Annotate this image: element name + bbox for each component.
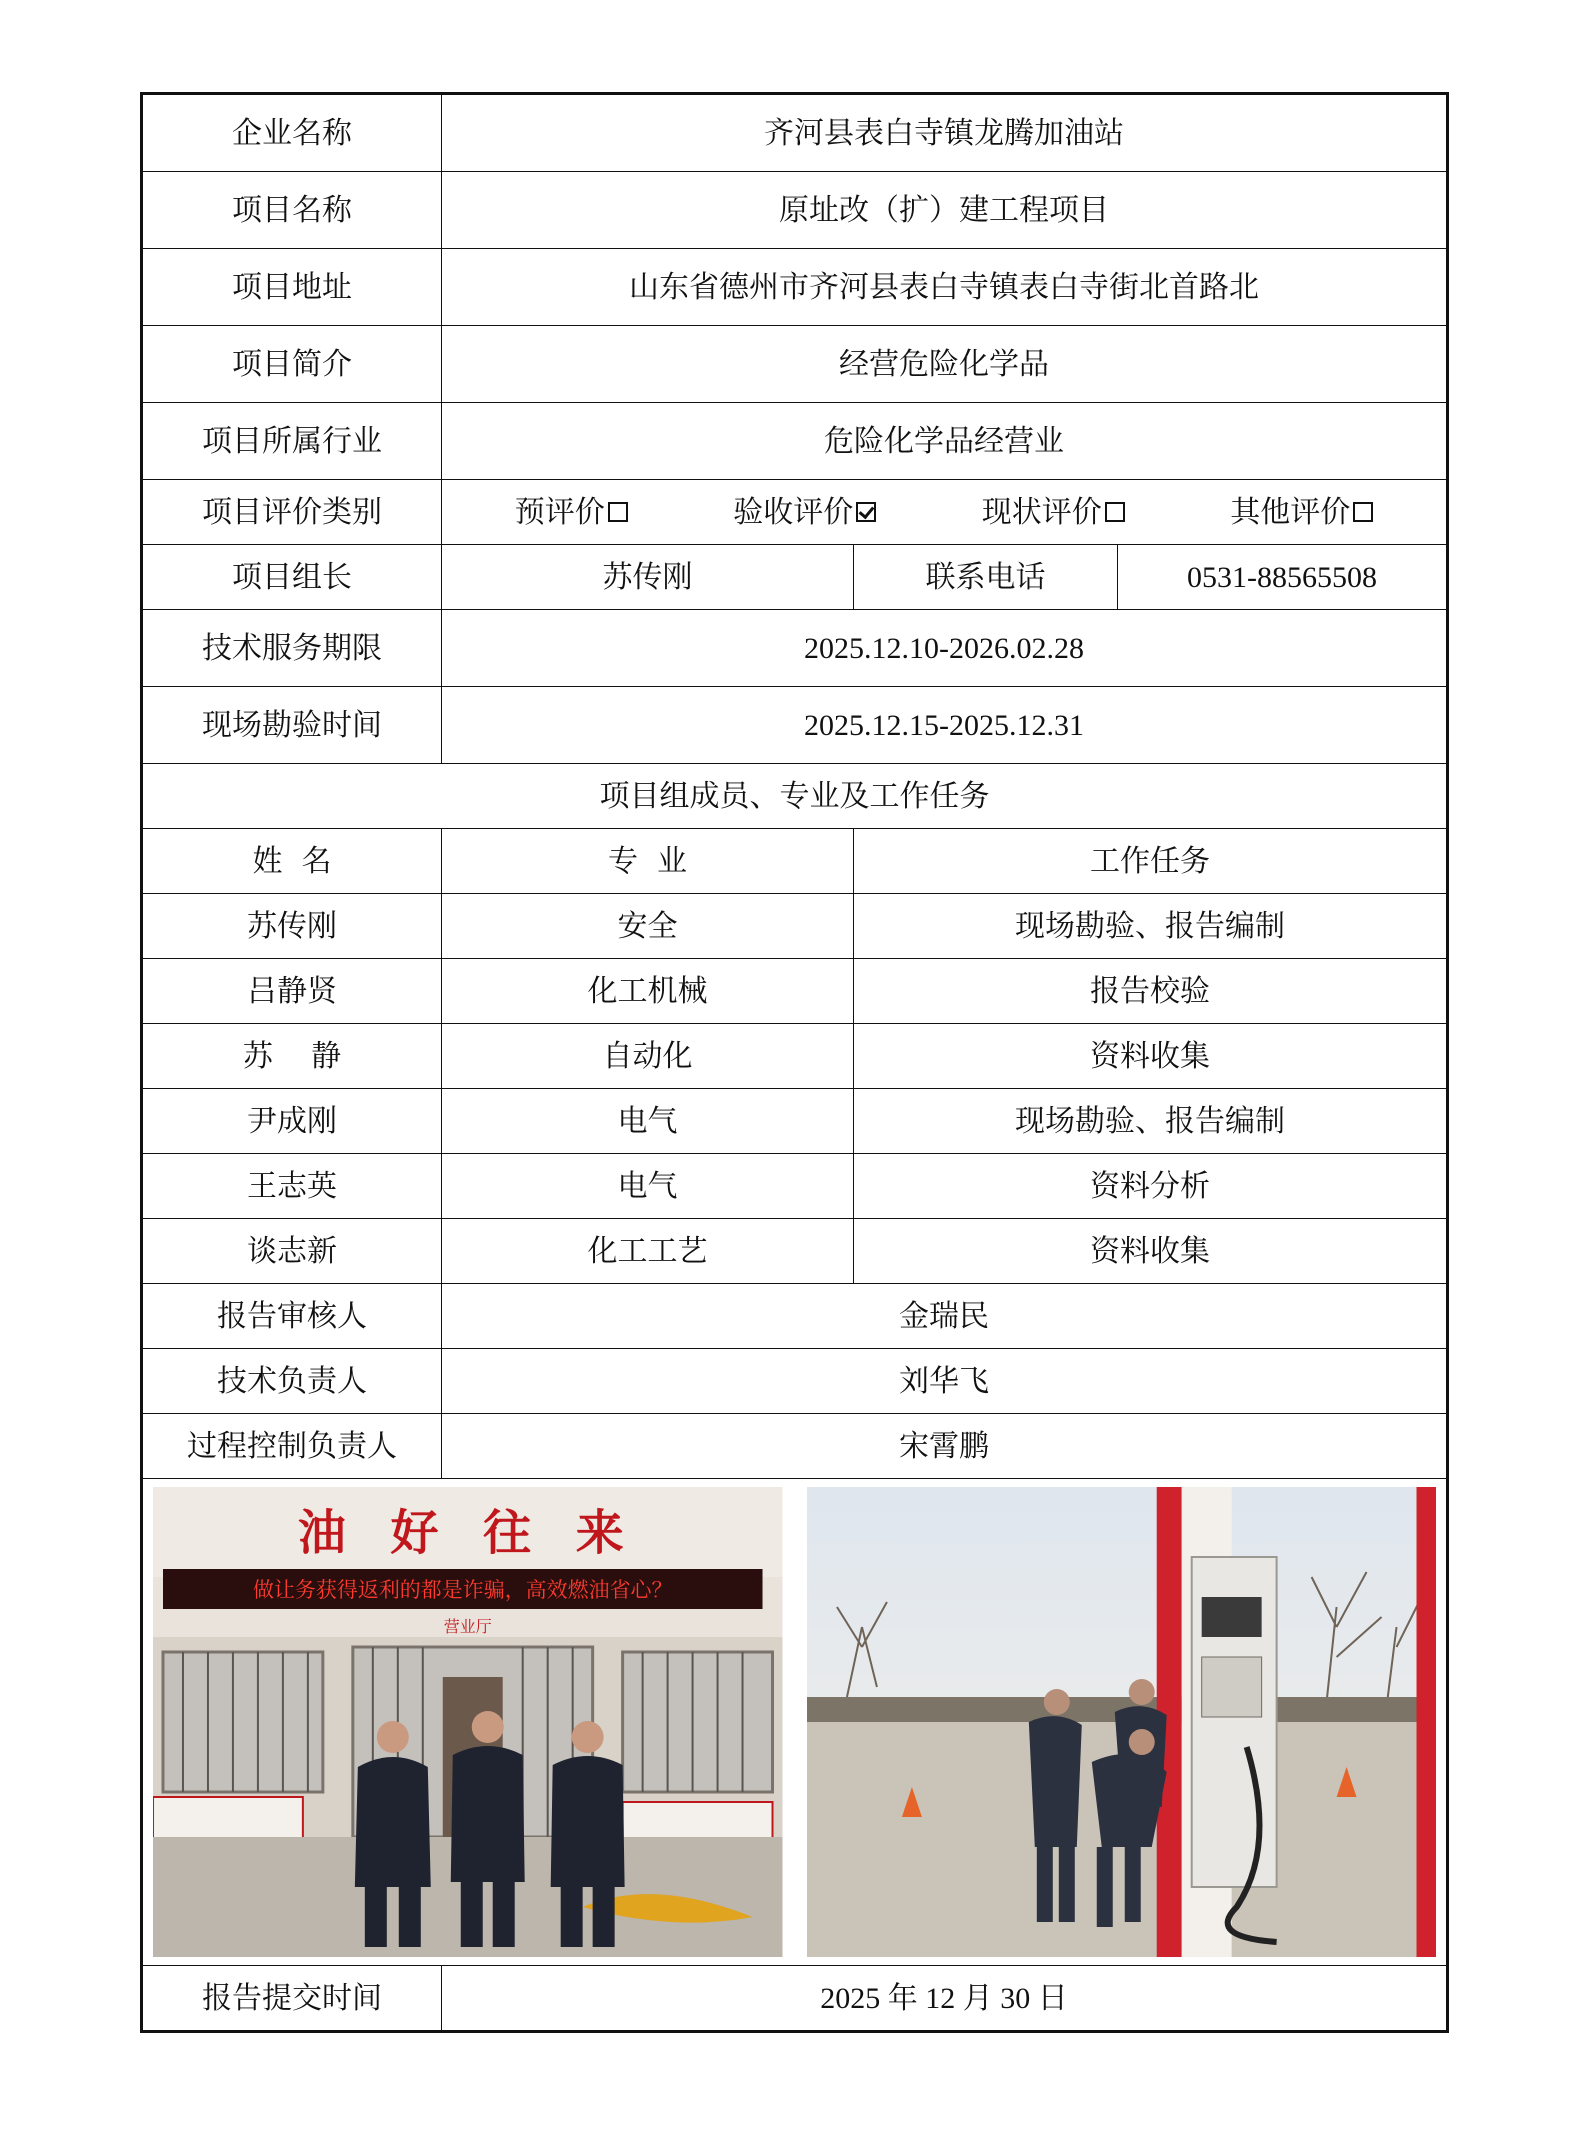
- intro-value: 经营危险化学品: [442, 326, 1448, 403]
- member-specialty: 安全: [442, 894, 854, 959]
- address-row: [142, 249, 1448, 326]
- member-name: 苏传刚: [142, 894, 442, 959]
- process-lead-row: [142, 1414, 1448, 1479]
- member-specialty: 化工机械: [442, 959, 854, 1024]
- photos-row: [142, 1479, 1448, 1966]
- project-name-row: [142, 172, 1448, 249]
- survey-time-label: 现场勘验时间: [142, 687, 442, 764]
- submit-row: [142, 1966, 1448, 2032]
- eval-option-status[interactable]: [982, 496, 1125, 529]
- submit-value: 2025 年 12 月 30 日: [442, 1966, 1448, 2032]
- member-task: 现场勘验、报告编制: [854, 894, 1448, 959]
- industry-row: [142, 403, 1448, 480]
- eval-option-acceptance-label: 验收评价: [733, 494, 854, 530]
- member-row: [142, 1219, 1448, 1284]
- process-lead-value: 宋霄鹏: [442, 1414, 1448, 1479]
- members-title-row: [142, 764, 1448, 829]
- member-row: [142, 894, 1448, 959]
- eval-type-label: 项目评价类别: [142, 480, 442, 545]
- address-label: 项目地址: [142, 249, 442, 326]
- member-name: 尹成刚: [142, 1089, 442, 1154]
- reviewer-value: 金瑞民: [442, 1284, 1448, 1349]
- member-row: [142, 959, 1448, 1024]
- members-header-task: 工作任务: [854, 829, 1448, 894]
- sign-text: 油 好 往 来: [297, 1504, 638, 1562]
- checkbox-checked-icon[interactable]: [856, 502, 876, 522]
- eval-option-pre-label: 预评价: [514, 494, 605, 530]
- leader-label: 项目组长: [142, 545, 442, 610]
- project-name-value: 原址改（扩）建工程项目: [442, 172, 1448, 249]
- submit-label: 报告提交时间: [142, 1966, 442, 2032]
- member-name: 苏 静: [142, 1024, 442, 1089]
- led-banner-text: 做让务获得返利的都是诈骗，高效燃油省心？: [252, 1577, 673, 1603]
- service-period-label: 技术服务期限: [142, 610, 442, 687]
- member-row: [142, 1024, 1448, 1089]
- members-header-specialty: 专 业: [442, 829, 854, 894]
- address-value: 山东省德州市齐河县表白寺镇表白寺街北首路北: [442, 249, 1448, 326]
- checkbox-icon[interactable]: [1353, 502, 1373, 522]
- intro-row: [142, 326, 1448, 403]
- eval-type-options: [442, 480, 1448, 545]
- members-header-name: 姓 名: [142, 829, 442, 894]
- member-specialty: 电气: [442, 1089, 854, 1154]
- member-name: 吕静贤: [142, 959, 442, 1024]
- members-section-title: 项目组成员、专业及工作任务: [142, 764, 1448, 829]
- reviewer-label: 报告审核人: [142, 1284, 442, 1349]
- member-task: 资料收集: [854, 1219, 1448, 1284]
- member-task: 报告校验: [854, 959, 1448, 1024]
- company-value: 齐河县表白寺镇龙腾加油站: [442, 94, 1448, 172]
- fuel-dispenser-image: [807, 1487, 1437, 1957]
- member-task: 资料分析: [854, 1154, 1448, 1219]
- report-sheet: [140, 92, 1446, 2033]
- members-header-row: [142, 829, 1448, 894]
- station-building-image: [153, 1487, 783, 1957]
- eval-option-pre[interactable]: [515, 496, 628, 529]
- eval-option-other[interactable]: [1230, 496, 1373, 529]
- eval-option-other-label: 其他评价: [1230, 494, 1351, 530]
- leader-row: [142, 545, 1448, 610]
- member-name: 王志英: [142, 1154, 442, 1219]
- member-specialty: 电气: [442, 1154, 854, 1219]
- member-task: 资料收集: [854, 1024, 1448, 1089]
- member-task: 现场勘验、报告编制: [854, 1089, 1448, 1154]
- phone-label: 联系电话: [854, 545, 1118, 610]
- leader-value: 苏传刚: [442, 545, 854, 610]
- phone-value: 0531-88565508: [1118, 545, 1448, 610]
- process-lead-label: 过程控制负责人: [142, 1414, 442, 1479]
- tech-lead-row: [142, 1349, 1448, 1414]
- member-specialty: 自动化: [442, 1024, 854, 1089]
- service-period-value: 2025.12.10-2026.02.28: [442, 610, 1448, 687]
- eval-type-row: [142, 480, 1448, 545]
- checkbox-icon[interactable]: [608, 502, 628, 522]
- member-row: [142, 1089, 1448, 1154]
- project-name-label: 项目名称: [142, 172, 442, 249]
- checkbox-icon[interactable]: [1105, 502, 1125, 522]
- intro-label: 项目简介: [142, 326, 442, 403]
- eval-option-acceptance[interactable]: [733, 496, 876, 529]
- survey-time-row: [142, 687, 1448, 764]
- industry-label: 项目所属行业: [142, 403, 442, 480]
- site-photo-right: [807, 1487, 1437, 1957]
- member-row: [142, 1154, 1448, 1219]
- reviewer-row: [142, 1284, 1448, 1349]
- tech-lead-value: 刘华飞: [442, 1349, 1448, 1414]
- project-info-table: [140, 92, 1449, 2033]
- service-period-row: [142, 610, 1448, 687]
- site-photo-left: [153, 1487, 783, 1957]
- company-label: 企业名称: [142, 94, 442, 172]
- hall-sign-text: 营业厅: [443, 1616, 492, 1637]
- tech-lead-label: 技术负责人: [142, 1349, 442, 1414]
- eval-option-status-label: 现状评价: [981, 494, 1102, 530]
- member-name: 谈志新: [142, 1219, 442, 1284]
- survey-time-value: 2025.12.15-2025.12.31: [442, 687, 1448, 764]
- company-row: [142, 94, 1448, 172]
- photos-cell: [142, 1479, 1448, 1966]
- member-specialty: 化工工艺: [442, 1219, 854, 1284]
- industry-value: 危险化学品经营业: [442, 403, 1448, 480]
